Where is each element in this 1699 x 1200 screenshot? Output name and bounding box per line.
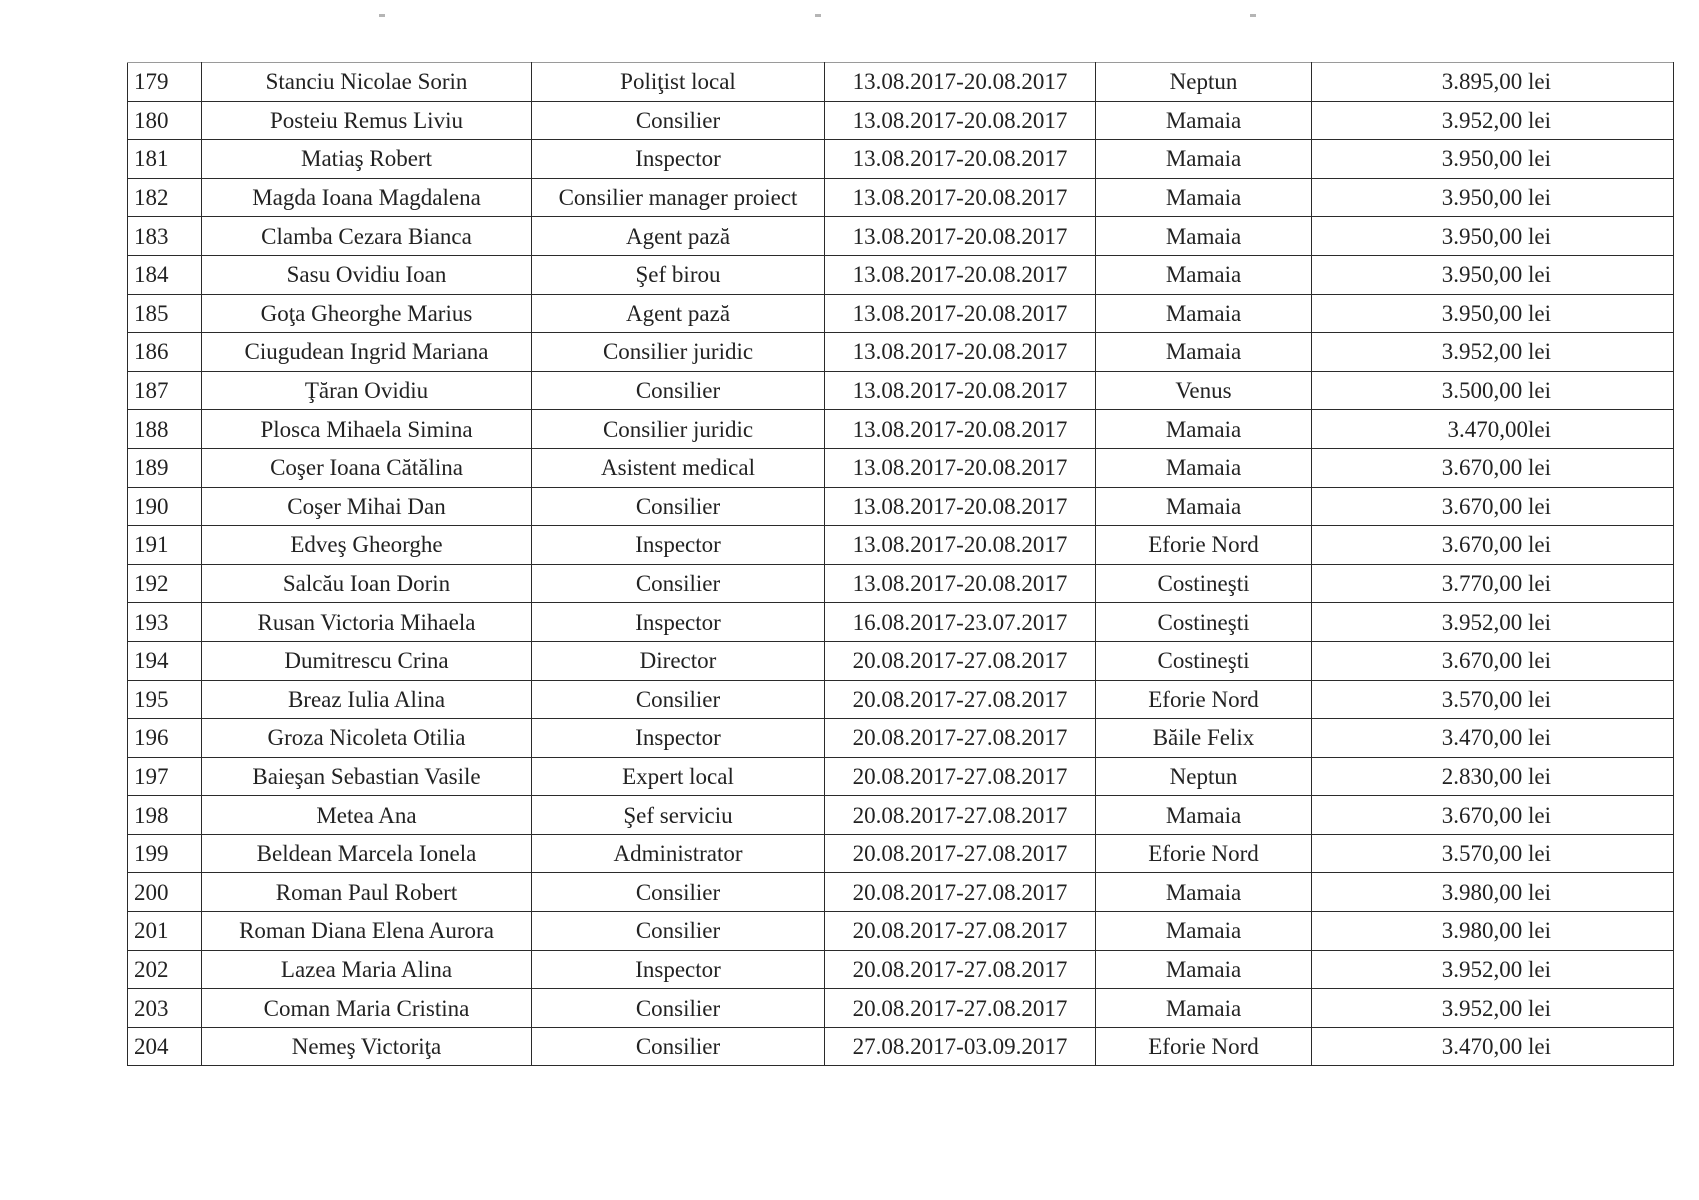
name-cell: Sasu Ovidiu Ioan bbox=[202, 255, 532, 294]
row-number-cell: 193 bbox=[128, 603, 202, 642]
scan-mark-left bbox=[379, 14, 385, 17]
position-cell: Inspector bbox=[532, 719, 825, 758]
amount-cell: 3.952,00 lei bbox=[1312, 950, 1674, 989]
table-row bbox=[128, 757, 1674, 796]
name-cell: Coman Maria Cristina bbox=[202, 989, 532, 1028]
period-cell: 13.08.2017-20.08.2017 bbox=[825, 333, 1096, 372]
resort-cell: Băile Felix bbox=[1096, 719, 1312, 758]
position-cell: Inspector bbox=[532, 603, 825, 642]
resort-cell: Mamaia bbox=[1096, 989, 1312, 1028]
name-cell: Ţăran Ovidiu bbox=[202, 371, 532, 410]
period-cell: 20.08.2017-27.08.2017 bbox=[825, 912, 1096, 951]
table-row bbox=[128, 448, 1674, 487]
table-row bbox=[128, 834, 1674, 873]
amount-cell: 3.670,00 lei bbox=[1312, 641, 1674, 680]
resort-cell: Eforie Nord bbox=[1096, 834, 1312, 873]
amount-cell: 3.952,00 lei bbox=[1312, 603, 1674, 642]
name-cell: Roman Diana Elena Aurora bbox=[202, 912, 532, 951]
amount-cell: 3.950,00 lei bbox=[1312, 217, 1674, 256]
row-number-cell: 183 bbox=[128, 217, 202, 256]
period-cell: 20.08.2017-27.08.2017 bbox=[825, 719, 1096, 758]
scan-mark-center bbox=[815, 14, 821, 17]
table-row bbox=[128, 1027, 1674, 1066]
name-cell: Goţa Gheorghe Marius bbox=[202, 294, 532, 333]
position-cell: Consilier bbox=[532, 989, 825, 1028]
table-row bbox=[128, 873, 1674, 912]
amount-cell: 3.670,00 lei bbox=[1312, 487, 1674, 526]
table-row bbox=[128, 796, 1674, 835]
period-cell: 13.08.2017-20.08.2017 bbox=[825, 217, 1096, 256]
amount-cell: 3.980,00 lei bbox=[1312, 873, 1674, 912]
scan-mark-right bbox=[1250, 14, 1256, 17]
amount-cell: 3.895,00 lei bbox=[1312, 63, 1674, 102]
row-number-cell: 194 bbox=[128, 641, 202, 680]
name-cell: Dumitrescu Crina bbox=[202, 641, 532, 680]
row-number-cell: 200 bbox=[128, 873, 202, 912]
row-number-cell: 198 bbox=[128, 796, 202, 835]
period-cell: 13.08.2017-20.08.2017 bbox=[825, 294, 1096, 333]
resort-cell: Mamaia bbox=[1096, 873, 1312, 912]
position-cell: Agent pază bbox=[532, 294, 825, 333]
resort-cell: Mamaia bbox=[1096, 255, 1312, 294]
position-cell: Consilier juridic bbox=[532, 333, 825, 372]
row-number-cell: 195 bbox=[128, 680, 202, 719]
table-body bbox=[128, 63, 1674, 1066]
row-number-cell: 180 bbox=[128, 101, 202, 140]
period-cell: 20.08.2017-27.08.2017 bbox=[825, 641, 1096, 680]
period-cell: 13.08.2017-20.08.2017 bbox=[825, 410, 1096, 449]
position-cell: Consilier bbox=[532, 371, 825, 410]
period-cell: 27.08.2017-03.09.2017 bbox=[825, 1027, 1096, 1066]
amount-cell: 3.570,00 lei bbox=[1312, 680, 1674, 719]
row-number-cell: 202 bbox=[128, 950, 202, 989]
position-cell: Inspector bbox=[532, 140, 825, 179]
row-number-cell: 188 bbox=[128, 410, 202, 449]
resort-cell: Mamaia bbox=[1096, 448, 1312, 487]
position-cell: Consilier bbox=[532, 912, 825, 951]
row-number-cell: 201 bbox=[128, 912, 202, 951]
period-cell: 20.08.2017-27.08.2017 bbox=[825, 796, 1096, 835]
table-row bbox=[128, 140, 1674, 179]
table-row bbox=[128, 63, 1674, 102]
amount-cell: 2.830,00 lei bbox=[1312, 757, 1674, 796]
resort-cell: Neptun bbox=[1096, 757, 1312, 796]
position-cell: Expert local bbox=[532, 757, 825, 796]
name-cell: Lazea Maria Alina bbox=[202, 950, 532, 989]
table-row bbox=[128, 255, 1674, 294]
name-cell: Matiaş Robert bbox=[202, 140, 532, 179]
name-cell: Groza Nicoleta Otilia bbox=[202, 719, 532, 758]
amount-cell: 3.470,00lei bbox=[1312, 410, 1674, 449]
period-cell: 13.08.2017-20.08.2017 bbox=[825, 487, 1096, 526]
name-cell: Salcău Ioan Dorin bbox=[202, 564, 532, 603]
table-row bbox=[128, 989, 1674, 1028]
table-row bbox=[128, 371, 1674, 410]
resort-cell: Mamaia bbox=[1096, 796, 1312, 835]
period-cell: 16.08.2017-23.07.2017 bbox=[825, 603, 1096, 642]
row-number-cell: 192 bbox=[128, 564, 202, 603]
period-cell: 13.08.2017-20.08.2017 bbox=[825, 140, 1096, 179]
resort-cell: Neptun bbox=[1096, 63, 1312, 102]
table-row bbox=[128, 526, 1674, 565]
table-row bbox=[128, 410, 1674, 449]
amount-cell: 3.980,00 lei bbox=[1312, 912, 1674, 951]
position-cell: Consilier bbox=[532, 873, 825, 912]
position-cell: Consilier bbox=[532, 1027, 825, 1066]
amount-cell: 3.670,00 lei bbox=[1312, 796, 1674, 835]
row-number-cell: 186 bbox=[128, 333, 202, 372]
name-cell: Ciugudean Ingrid Mariana bbox=[202, 333, 532, 372]
period-cell: 13.08.2017-20.08.2017 bbox=[825, 564, 1096, 603]
position-cell: Inspector bbox=[532, 950, 825, 989]
period-cell: 20.08.2017-27.08.2017 bbox=[825, 757, 1096, 796]
row-number-cell: 204 bbox=[128, 1027, 202, 1066]
position-cell: Agent pază bbox=[532, 217, 825, 256]
table-row bbox=[128, 680, 1674, 719]
amount-cell: 3.950,00 lei bbox=[1312, 178, 1674, 217]
name-cell: Baieşan Sebastian Vasile bbox=[202, 757, 532, 796]
resort-cell: Mamaia bbox=[1096, 101, 1312, 140]
table-row bbox=[128, 101, 1674, 140]
table-row bbox=[128, 294, 1674, 333]
resort-cell: Eforie Nord bbox=[1096, 680, 1312, 719]
resort-cell: Mamaia bbox=[1096, 487, 1312, 526]
row-number-cell: 203 bbox=[128, 989, 202, 1028]
name-cell: Coşer Mihai Dan bbox=[202, 487, 532, 526]
row-number-cell: 182 bbox=[128, 178, 202, 217]
amount-cell: 3.950,00 lei bbox=[1312, 140, 1674, 179]
amount-cell: 3.950,00 lei bbox=[1312, 255, 1674, 294]
position-cell: Şef serviciu bbox=[532, 796, 825, 835]
name-cell: Clamba Cezara Bianca bbox=[202, 217, 532, 256]
position-cell: Consilier bbox=[532, 101, 825, 140]
table-row bbox=[128, 333, 1674, 372]
resort-cell: Mamaia bbox=[1096, 912, 1312, 951]
row-number-cell: 179 bbox=[128, 63, 202, 102]
position-cell: Şef birou bbox=[532, 255, 825, 294]
period-cell: 13.08.2017-20.08.2017 bbox=[825, 63, 1096, 102]
position-cell: Consilier bbox=[532, 564, 825, 603]
name-cell: Rusan Victoria Mihaela bbox=[202, 603, 532, 642]
name-cell: Coşer Ioana Cătălina bbox=[202, 448, 532, 487]
table-row bbox=[128, 912, 1674, 951]
amount-cell: 3.670,00 lei bbox=[1312, 448, 1674, 487]
resort-cell: Mamaia bbox=[1096, 333, 1312, 372]
resort-cell: Costineşti bbox=[1096, 564, 1312, 603]
name-cell: Edveş Gheorghe bbox=[202, 526, 532, 565]
resort-cell: Mamaia bbox=[1096, 178, 1312, 217]
row-number-cell: 191 bbox=[128, 526, 202, 565]
position-cell: Asistent medical bbox=[532, 448, 825, 487]
period-cell: 20.08.2017-27.08.2017 bbox=[825, 680, 1096, 719]
table-row bbox=[128, 719, 1674, 758]
name-cell: Magda Ioana Magdalena bbox=[202, 178, 532, 217]
amount-cell: 3.670,00 lei bbox=[1312, 526, 1674, 565]
resort-cell: Costineşti bbox=[1096, 641, 1312, 680]
position-cell: Consilier bbox=[532, 680, 825, 719]
name-cell: Metea Ana bbox=[202, 796, 532, 835]
row-number-cell: 199 bbox=[128, 834, 202, 873]
resort-cell: Mamaia bbox=[1096, 950, 1312, 989]
amount-cell: 3.470,00 lei bbox=[1312, 1027, 1674, 1066]
row-number-cell: 196 bbox=[128, 719, 202, 758]
period-cell: 20.08.2017-27.08.2017 bbox=[825, 873, 1096, 912]
position-cell: Consilier juridic bbox=[532, 410, 825, 449]
name-cell: Nemeş Victoriţa bbox=[202, 1027, 532, 1066]
table-row bbox=[128, 217, 1674, 256]
table-row bbox=[128, 564, 1674, 603]
name-cell: Posteiu Remus Liviu bbox=[202, 101, 532, 140]
period-cell: 13.08.2017-20.08.2017 bbox=[825, 101, 1096, 140]
table-row bbox=[128, 950, 1674, 989]
name-cell: Breaz Iulia Alina bbox=[202, 680, 532, 719]
period-cell: 13.08.2017-20.08.2017 bbox=[825, 371, 1096, 410]
row-number-cell: 181 bbox=[128, 140, 202, 179]
period-cell: 13.08.2017-20.08.2017 bbox=[825, 178, 1096, 217]
position-cell: Poliţist local bbox=[532, 63, 825, 102]
name-cell: Beldean Marcela Ionela bbox=[202, 834, 532, 873]
resort-cell: Mamaia bbox=[1096, 140, 1312, 179]
resort-cell: Mamaia bbox=[1096, 410, 1312, 449]
resort-cell: Costineşti bbox=[1096, 603, 1312, 642]
amount-cell: 3.770,00 lei bbox=[1312, 564, 1674, 603]
amount-cell: 3.952,00 lei bbox=[1312, 333, 1674, 372]
row-number-cell: 184 bbox=[128, 255, 202, 294]
position-cell: Administrator bbox=[532, 834, 825, 873]
table-row bbox=[128, 487, 1674, 526]
position-cell: Consilier bbox=[532, 487, 825, 526]
name-cell: Stanciu Nicolae Sorin bbox=[202, 63, 532, 102]
period-cell: 20.08.2017-27.08.2017 bbox=[825, 834, 1096, 873]
row-number-cell: 189 bbox=[128, 448, 202, 487]
table-row bbox=[128, 641, 1674, 680]
amount-cell: 3.952,00 lei bbox=[1312, 989, 1674, 1028]
resort-cell: Venus bbox=[1096, 371, 1312, 410]
resort-cell: Mamaia bbox=[1096, 217, 1312, 256]
resort-cell: Eforie Nord bbox=[1096, 1027, 1312, 1066]
table-row bbox=[128, 603, 1674, 642]
position-cell: Inspector bbox=[532, 526, 825, 565]
row-number-cell: 190 bbox=[128, 487, 202, 526]
participants-table bbox=[127, 62, 1674, 1066]
period-cell: 13.08.2017-20.08.2017 bbox=[825, 255, 1096, 294]
name-cell: Plosca Mihaela Simina bbox=[202, 410, 532, 449]
amount-cell: 3.500,00 lei bbox=[1312, 371, 1674, 410]
name-cell: Roman Paul Robert bbox=[202, 873, 532, 912]
position-cell: Consilier manager proiect bbox=[532, 178, 825, 217]
amount-cell: 3.952,00 lei bbox=[1312, 101, 1674, 140]
position-cell: Director bbox=[532, 641, 825, 680]
row-number-cell: 187 bbox=[128, 371, 202, 410]
amount-cell: 3.470,00 lei bbox=[1312, 719, 1674, 758]
period-cell: 13.08.2017-20.08.2017 bbox=[825, 448, 1096, 487]
period-cell: 20.08.2017-27.08.2017 bbox=[825, 989, 1096, 1028]
amount-cell: 3.570,00 lei bbox=[1312, 834, 1674, 873]
row-number-cell: 197 bbox=[128, 757, 202, 796]
resort-cell: Eforie Nord bbox=[1096, 526, 1312, 565]
period-cell: 13.08.2017-20.08.2017 bbox=[825, 526, 1096, 565]
row-number-cell: 185 bbox=[128, 294, 202, 333]
table-row bbox=[128, 178, 1674, 217]
resort-cell: Mamaia bbox=[1096, 294, 1312, 333]
period-cell: 20.08.2017-27.08.2017 bbox=[825, 950, 1096, 989]
amount-cell: 3.950,00 lei bbox=[1312, 294, 1674, 333]
